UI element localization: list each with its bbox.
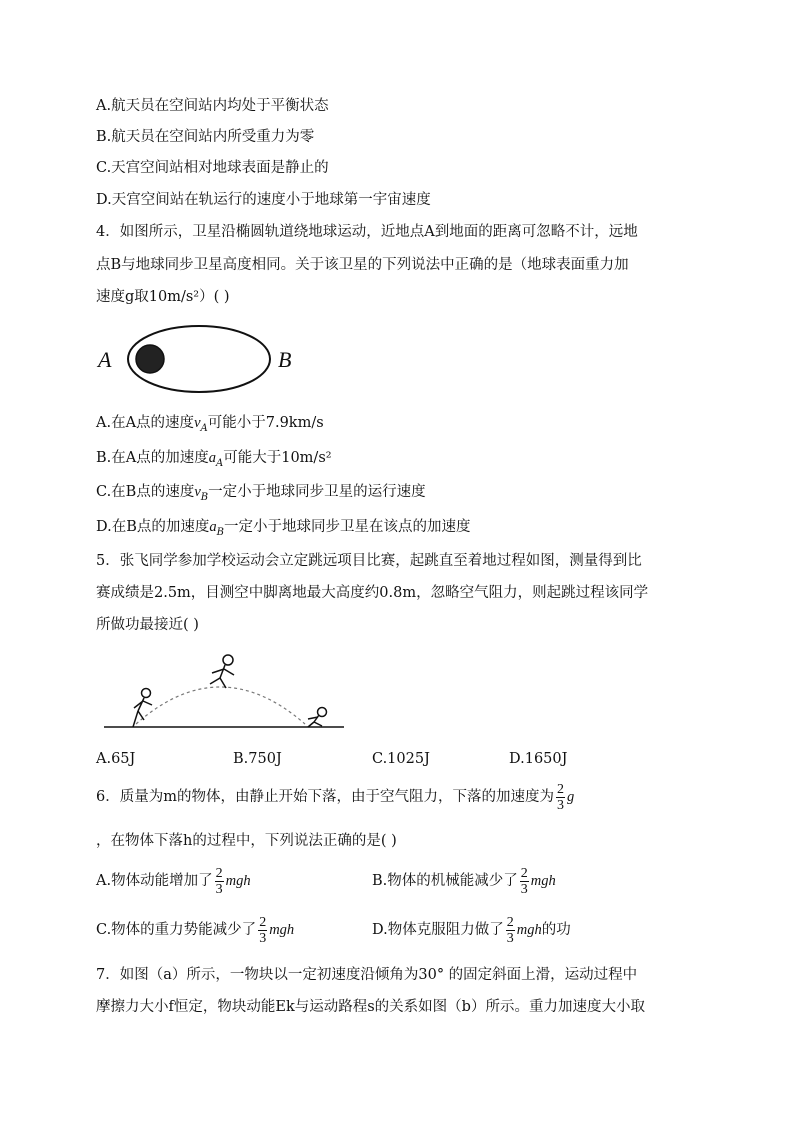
q5-option-a: A.65J <box>96 751 136 767</box>
q4-stem-line3: 速度g取10m/s²）( ) <box>96 289 230 305</box>
jumper-landing <box>308 708 327 728</box>
label-point-a: A <box>98 347 112 372</box>
earth-circle <box>136 345 164 373</box>
q3-option-c: C.天宫空间站相对地球表面是静止的 <box>96 160 329 176</box>
q3-option-a: A.航天员在空间站内均处于平衡状态 <box>96 98 329 114</box>
q5-option-c: C.1025J <box>372 751 430 767</box>
q7-stem-line1: 7．如图（a）所示，一物块以一定初速度沿倾角为30° 的固定斜面上滑，运动过程中 <box>96 967 638 983</box>
fraction-two-thirds: $\frac{2}{3}$ <box>556 781 564 813</box>
q4-option-a: A.在A点的速度$v_A$可能小于7.9km/s <box>96 415 324 434</box>
q5-option-b: B.750J <box>233 751 282 767</box>
q6-option-c: C.物体的重力势能减少了 $\frac{2}{3}$ mgh <box>96 914 295 946</box>
q6-stem-line2: ，在物体下落h的过程中，下列说法正确的是( ) <box>96 833 397 849</box>
q6-option-a: A.物体动能增加了 $\frac{2}{3}$ mgh <box>96 865 251 897</box>
q3-option-d: D.天宫空间站在轨运行的速度小于地球第一宇宙速度 <box>96 192 431 208</box>
q5-long-jump-figure <box>100 648 350 732</box>
jump-trajectory <box>136 687 305 724</box>
q7-stem-line2: 摩擦力大小f恒定，物块动能Ek与运动路程s的关系如图（b）所示。重力加速度大小取 <box>96 999 645 1015</box>
q4-orbit-figure <box>90 322 310 398</box>
q5-option-d: D.1650J <box>509 751 568 767</box>
q6-stem-line1: 6．质量为m的物体，由静止开始下落，由于空气阻力，下落的加速度为 $\frac{2}{3}$ g <box>96 781 575 813</box>
jumper-airborne <box>210 655 234 688</box>
q4-stem-line1: 4．如图所示，卫星沿椭圆轨道绕地球运动，近地点A到地面的距离可忽略不计，远地 <box>96 224 638 240</box>
q3-option-b: B.航天员在空间站内所受重力为零 <box>96 129 315 145</box>
q4-option-b: B.在A点的加速度$a_A$可能大于10m/s² <box>96 450 332 469</box>
q4-stem-line2: 点B与地球同步卫星高度相同。关于该卫星的下列说法中正确的是（地球表面重力加 <box>96 257 629 273</box>
q6-option-b: B.物体的机械能减少了 $\frac{2}{3}$ mgh <box>372 865 556 897</box>
q5-stem-line1: 5．张飞同学参加学校运动会立定跳远项目比赛，起跳直至着地过程如图，测量得到比 <box>96 553 642 569</box>
q6-option-d: D.物体克服阻力做了 $\frac{2}{3}$ mgh的功 <box>372 914 571 946</box>
q4-option-c: C.在B点的速度$v_B$一定小于地球同步卫星的运行速度 <box>96 484 426 503</box>
q5-stem-line3: 所做功最接近( ) <box>96 617 199 633</box>
q5-stem-line2: 赛成绩是2.5m，目测空中脚离地最大高度约0.8m，忽略空气阻力，则起跳过程该同学 <box>96 585 649 601</box>
q4-option-d: D.在B点的加速度$a_B$一定小于地球同步卫星在该点的加速度 <box>96 519 471 538</box>
jumper-takeoff <box>133 689 152 728</box>
label-point-b: B <box>278 347 292 372</box>
